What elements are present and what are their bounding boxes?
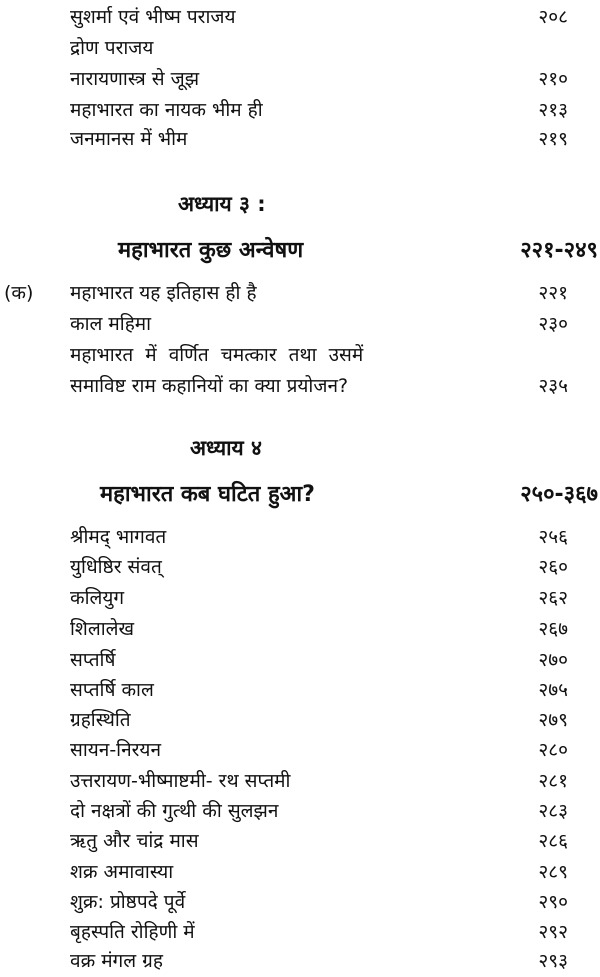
entry-title: श्रीमद् भागवत [70, 526, 167, 548]
entry-title: जनमानस में भीम [70, 128, 188, 150]
toc-entry [0, 522, 600, 552]
section-heading [0, 477, 600, 513]
entry-page: २६० [538, 556, 568, 578]
entry-title: युधिष्ठिर संवत् [70, 556, 162, 578]
toc-entry [0, 946, 600, 976]
entry-page: २१३ [538, 99, 568, 121]
entry-page: २८३ [538, 800, 568, 822]
chapter-heading [0, 432, 600, 464]
toc-entry [0, 552, 600, 582]
toc-entry [0, 675, 600, 705]
entry-title: उत्तरायण-भीष्माष्टमी- रथ सप्तमी [70, 770, 291, 792]
entry-title: काल महिमा [70, 313, 152, 335]
entry-page: २५६ [538, 526, 568, 548]
chapter-4-heading: अध्याय ४ [190, 436, 262, 460]
entry-page: २३५ [538, 375, 568, 397]
entry-title: शक्र अमावास्या [70, 861, 174, 883]
entry-title: महाभारत का नायक भीम ही [70, 99, 263, 121]
toc-entry [0, 583, 600, 613]
toc-entry [0, 887, 600, 917]
toc-entry [0, 917, 600, 947]
entry-title: महाभारत यह इतिहास ही है [70, 282, 257, 304]
toc-entry [0, 95, 600, 125]
entry-page: २६२ [538, 587, 568, 609]
toc-entry [0, 309, 600, 339]
toc-entry [0, 278, 600, 308]
toc-entry [0, 705, 600, 735]
section-heading [0, 233, 600, 269]
entry-title: दो नक्षत्रों की गुत्थी की सुलझन [70, 800, 279, 822]
entry-title: नारायणास्त्र से जूझ [70, 68, 200, 90]
entry-page: २६७ [538, 618, 568, 640]
entry-page: २८९ [538, 861, 568, 883]
chapter-3-heading: अध्याय ३ : [178, 192, 266, 216]
entry-title: समाविष्ट राम कहानियों का क्या प्रयोजन? [70, 375, 349, 397]
toc-entry [0, 64, 600, 94]
entry-page: २१९ [538, 128, 568, 150]
entry-title: सप्तर्षि [70, 649, 116, 671]
entry-title: शिलालेख [70, 618, 135, 640]
toc-entry [0, 645, 600, 675]
entry-title: बृहस्पति रोहिणी में [70, 921, 195, 943]
section-title: महाभारत कुछ अन्वेषण [118, 238, 304, 263]
entry-page: २७९ [538, 709, 568, 731]
entry-page: २०८ [538, 6, 568, 28]
entry-page: २८६ [538, 830, 568, 852]
section-marker: (क) [4, 282, 34, 304]
entry-page: २९० [538, 891, 568, 913]
entry-page: २८० [538, 739, 568, 761]
toc-entry [0, 2, 600, 32]
entry-title: सुशर्मा एवं भीष्म पराजय [70, 6, 236, 28]
entry-page: २७० [538, 649, 568, 671]
entry-page: २२१ [538, 282, 568, 304]
section-title: महाभारत कब घटित हुआ? [100, 482, 315, 507]
toc-entry [0, 614, 600, 644]
toc-entry [0, 857, 600, 887]
entry-page: २८१ [538, 770, 568, 792]
entry-title: ग्रहस्थिति [70, 709, 131, 731]
entry-title: सप्तर्षि काल [70, 679, 154, 701]
entry-page: २७५ [538, 679, 568, 701]
entry-title: कलियुग [70, 587, 125, 609]
entry-title: ऋतु और चांद्र मास [70, 830, 199, 852]
toc-entry [0, 124, 600, 154]
section-page-range: २५०-३६७ [520, 482, 598, 507]
entry-title: शुक्र: प्रोष्ठपदे पूर्वे [70, 891, 186, 913]
entry-page: २९३ [538, 950, 568, 972]
toc-entry [0, 766, 600, 796]
entry-page: २९२ [538, 921, 568, 943]
toc-entry [0, 371, 600, 401]
toc-entry [0, 735, 600, 765]
entry-page: २३० [538, 313, 568, 335]
toc-entry [0, 826, 600, 856]
entry-title: वक्र मंगल ग्रह [70, 950, 163, 972]
toc-entry [0, 33, 600, 63]
toc-entry [0, 340, 600, 370]
toc-entry [0, 796, 600, 826]
chapter-heading [0, 188, 600, 220]
entry-page: २१० [538, 68, 568, 90]
entry-title: महाभारत में वर्णित चमत्कार तथा उसमें [70, 344, 364, 366]
entry-title: द्रोण पराजय [70, 37, 154, 59]
entry-title: सायन-निरयन [70, 739, 161, 761]
section-page-range: २२१-२४९ [520, 238, 598, 263]
